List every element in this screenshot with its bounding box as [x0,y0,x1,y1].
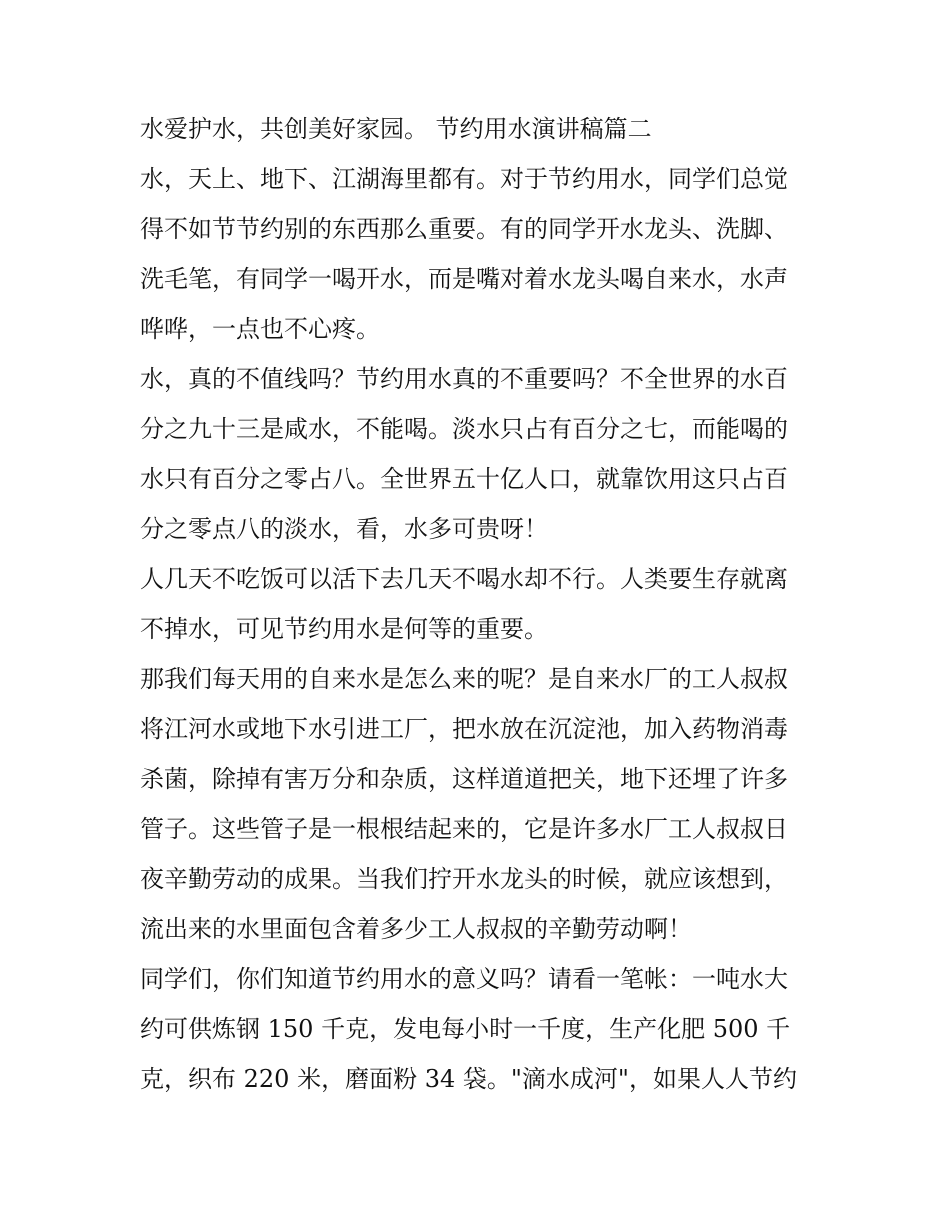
text-line: 水爱护水，共创美好家园。 节约用水演讲稿篇二 [140,115,652,143]
text-line: 约可供炼钢 150 千克，发电每小时一千度，生产化肥 500 千 [140,1015,791,1043]
text-line: 同学们，你们知道节约用水的意义吗？请看一笔帐：一吨水大 [140,965,788,993]
text-line: 杀菌，除掉有害万分和杂质，这样道道把关，地下还埋了许多 [140,765,788,793]
text-line: 分之九十三是咸水，不能喝。淡水只占有百分之七，而能喝的 [140,415,788,443]
text-line: 流出来的水里面包含着多少工人叔叔的辛勤劳动啊！ [140,915,692,943]
text-line: 将江河水或地下水引进工厂，把水放在沉淀池，加入药物消毒 [140,715,788,743]
text-line: 哗哗，一点也不心疼。 [140,315,380,343]
text-line: 夜辛勤劳动的成果。当我们拧开水龙头的时候，就应该想到， [140,865,788,893]
text-line: 水，天上、地下、江湖海里都有。对于节约用水，同学们总觉 [140,165,788,193]
text-line: 那我们每天用的自来水是怎么来的呢？是自来水厂的工人叔叔 [140,665,788,693]
text-line: 得不如节节约别的东西那么重要。有的同学开水龙头、洗脚、 [140,215,788,243]
text-line: 分之零点八的淡水，看，水多可贵呀！ [140,515,548,543]
text-line: 水，真的不值线吗？节约用水真的不重要吗？不全世界的水百 [140,365,788,393]
text-line: 洗毛笔，有同学一喝开水，而是嘴对着水龙头喝自来水，水声 [140,265,788,293]
document-body [140,104,816,1104]
text-line: 克，织布 220 米，磨面粉 34 袋。"滴水成河"，如果人人节约 [140,1065,797,1093]
text-line: 人几天不吃饭可以活下去几天不喝水却不行。人类要生存就离 [140,565,788,593]
text-line: 管子。这些管子是一根根结起来的，它是许多水厂工人叔叔日 [140,815,788,843]
text-line: 水只有百分之零占八。全世界五十亿人口，就靠饮用这只占百 [140,465,788,493]
text-line: 不掉水，可见节约用水是何等的重要。 [140,615,548,643]
